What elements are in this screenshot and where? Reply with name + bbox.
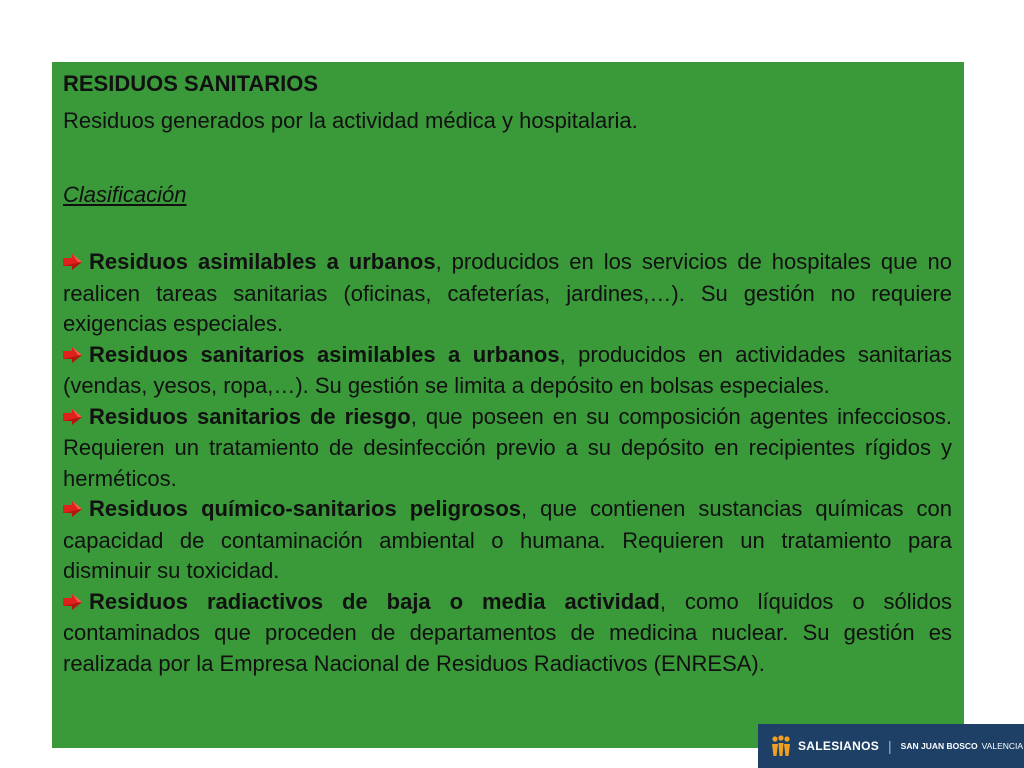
brand-name: SALESIANOS xyxy=(798,739,880,753)
footer-logo-bar xyxy=(758,724,1024,768)
list-item xyxy=(63,247,952,340)
slide-title: RESIDUOS SANITARIOS xyxy=(63,71,319,96)
item-text: , como líquidos o sólidos contaminados que proceden de departamentos de medicina nuclear. Su gestión es realizada por la Empresa Nacional de Residuos Radiactivos (ENRESA). xyxy=(63,588,953,676)
section-heading: Clasificación xyxy=(63,182,187,207)
item-term: Residuos asimilables a urbanos xyxy=(89,249,436,274)
item-term: Residuos químico-sanitarios peligrosos xyxy=(89,496,521,521)
salesianos-logo-icon xyxy=(770,735,792,757)
school-name: SAN JUAN BOSCO xyxy=(900,741,978,751)
list-item xyxy=(63,402,952,495)
arrow-bullet-icon xyxy=(63,341,83,372)
classification-list xyxy=(63,247,952,679)
content-box xyxy=(52,62,964,748)
list-item xyxy=(63,340,952,402)
item-text: , que poseen en su composición agentes infecciosos. Requieren un tratamiento de desinfección previo a su depósito en recipientes rígidos y herméticos. xyxy=(63,403,953,491)
item-text: , producidos en los servicios de hospitales que no realicen tareas sanitarias (oficinas, cafeterías, jardines,…). Su gestión no requiere exigencias especiales. xyxy=(63,249,952,336)
item-text: , producidos en actividades sanitarias (vendas, yesos, ropa,…). Su gestión se limita a depósito en bolsas especiales. xyxy=(63,341,952,398)
arrow-bullet-icon xyxy=(63,495,83,526)
arrow-bullet-icon xyxy=(63,588,83,619)
item-text: , que contienen sustancias químicas con capacidad de contaminación ambiental o humana. Requieren un tratamiento para disminuir su toxicidad. xyxy=(63,496,952,583)
arrow-bullet-icon xyxy=(63,403,83,434)
item-term: Residuos radiactivos de baja o media actividad xyxy=(89,588,660,614)
city-name: VALENCIA xyxy=(981,741,1024,751)
list-item xyxy=(63,494,952,587)
item-term: Residuos sanitarios asimilables a urbanos xyxy=(89,341,560,367)
slide-subtitle: Residuos generados por la actividad médica y hospitalaria. xyxy=(63,108,638,133)
arrow-bullet-icon xyxy=(63,248,83,279)
brand-separator: | xyxy=(888,738,892,754)
item-term: Residuos sanitarios de riesgo xyxy=(89,403,411,429)
list-item xyxy=(63,587,952,680)
